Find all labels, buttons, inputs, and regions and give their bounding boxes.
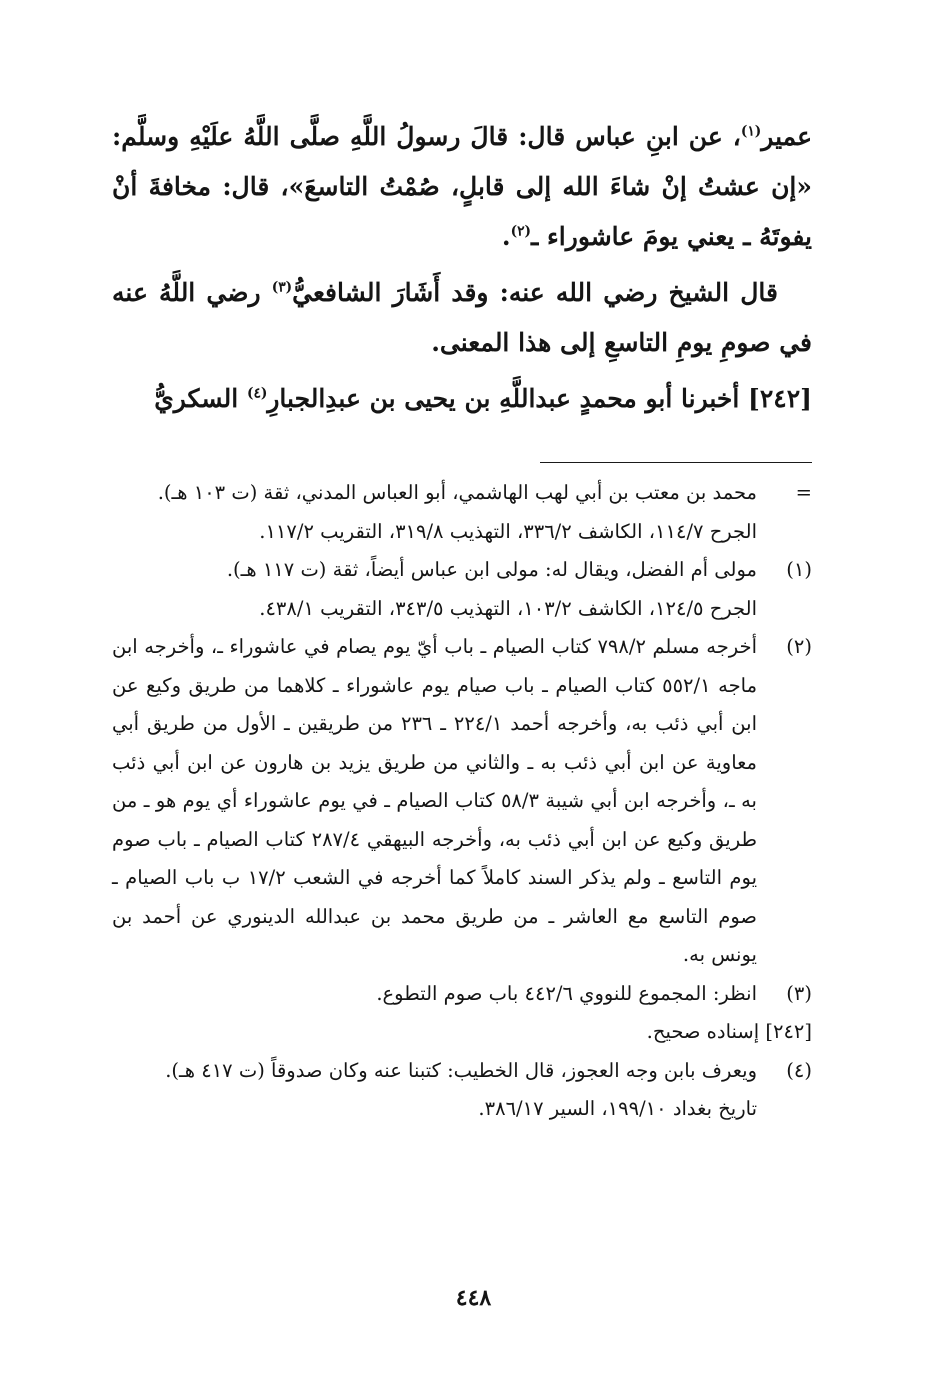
footnote-divider	[540, 462, 812, 463]
main-text	[112, 112, 812, 424]
footnote-item	[112, 474, 812, 551]
footnote-text: مولى أم الفضل، ويقال له: مولى ابن عباس أيضاً، ثقة (ت ١١٧ هـ).	[226, 558, 757, 581]
footnote-text: انظر: المجموع للنووي ٤٤٢/٦ باب صوم التطوع.	[376, 981, 757, 1005]
footnote-text: محمد بن معتب بن أبي لهب الهاشمي، أبو العباس المدني، ثقة (ت ١٠٣ هـ).	[157, 481, 757, 504]
main-paragraph: قال الشيخ رضي الله عنه: وقد أَشَارَ الشافعيُّ$^{(٣)}$ رضي اللَّهُ عنه في صومِ يومِ التاسعِ إلى هذا المعنى.	[112, 278, 812, 357]
footnote-marker: (٤)	[786, 1058, 812, 1082]
footnote-reference[interactable]: (٣)	[271, 279, 293, 296]
footnote-marker: (٢)	[786, 635, 812, 658]
footnote-text: أخرجه مسلم ٧٩٨/٢ كتاب الصيام ـ باب أيّ يوم يصام في عاشوراء ـ، وأخرجه ابن ماجه ٥٥٢/١ كتاب الصيام ـ باب صيام يوم عاشوراء ـ كلاهما من طريق وكيع عن ابن أبي ذئب به، وأخرجه أحمد ٢٢٤/١ ـ ٢٣٦ من طريقين ـ الأول من طريق أبي معاوية عن ابن أبي ذئب به ـ والثاني من طريق يزيد بن هارون عن ابن أبي ذئب به ـ، وأخرجه ابن أبي شيبة ٥٨/٣ كتاب الصيام ـ في يوم عاشوراء أي يوم هو ـ من طريق وكيع عن ابن أبي ذئب به، وأخرجه البيهقي ٢٨٧/٤ كتاب الصيام ـ باب صوم يوم التاسع ـ ولم يذكر السند كاملاً كما أخرجه في الشعب ١٧/٢ ب باب الصيام ـ صوم التاسع مع العاشر ـ من طريق محمد بن عبدالله الدينوري عن أحمد بن يونس به.	[112, 635, 758, 966]
footnote-item	[112, 1052, 812, 1129]
footnote-references: الجرح ١٢٤/٥، الكاشف ١٠٣/٢، التهذيب ٣٤٣/٥، التقريب ٤٣٨/١.	[259, 596, 757, 620]
footnote-marker: =	[795, 481, 812, 504]
footnote-references: الجرح ١١٤/٧، الكاشف ٣٣٦/٢، التهذيب ٣١٩/٨، التقريب ١١٧/٢.	[259, 519, 757, 543]
footnote-marker: (٣)	[786, 981, 812, 1005]
main-paragraph: [٢٤٢] أخبرنا أبو محمدٍ عبداللَّهِ بن يحيى بن عبدِالجبارِ$^{(٤)}$ السكريُّ	[154, 384, 812, 413]
footnote-reference[interactable]: (٢)	[510, 223, 532, 240]
footnote-item	[112, 975, 812, 1014]
footnote-references: تاريخ بغداد ١٩٩/١٠، السير ٣٨٦/١٧.	[478, 1097, 757, 1120]
footnote-marker: (١)	[786, 558, 812, 581]
footnotes	[112, 474, 812, 1129]
footnote-reference[interactable]: (٤)	[246, 385, 268, 402]
footnote-reference[interactable]: (١)	[740, 123, 762, 140]
page-number: ٤٤٨	[455, 1285, 492, 1311]
footnote-item	[112, 1013, 812, 1052]
footnote-item	[112, 551, 812, 628]
footnote-text: [٢٤٢] إسناده صحيح.	[646, 1020, 812, 1043]
main-paragraph: عمير$^{(١)}$، عن ابنِ عباس قال: قالَ رسولُ اللَّهِ صلَّى اللَّهُ علَيْهِ وسلَّم: «إن عشتُ إنْ شاءَ الله إلى قابلٍ، صُمْتُ التاسعَ»، قال: مخافةَ أنْ يفوتَهُ ـ يعني يومَ عاشوراء ـ$^{(٢)}$.	[112, 122, 812, 251]
footnote-item	[112, 628, 812, 975]
footnote-text: ويعرف بابن وجه العجوز، قال الخطيب: كتبنا عنه وكان صدوقاً (ت ٤١٧ هـ).	[165, 1058, 757, 1082]
